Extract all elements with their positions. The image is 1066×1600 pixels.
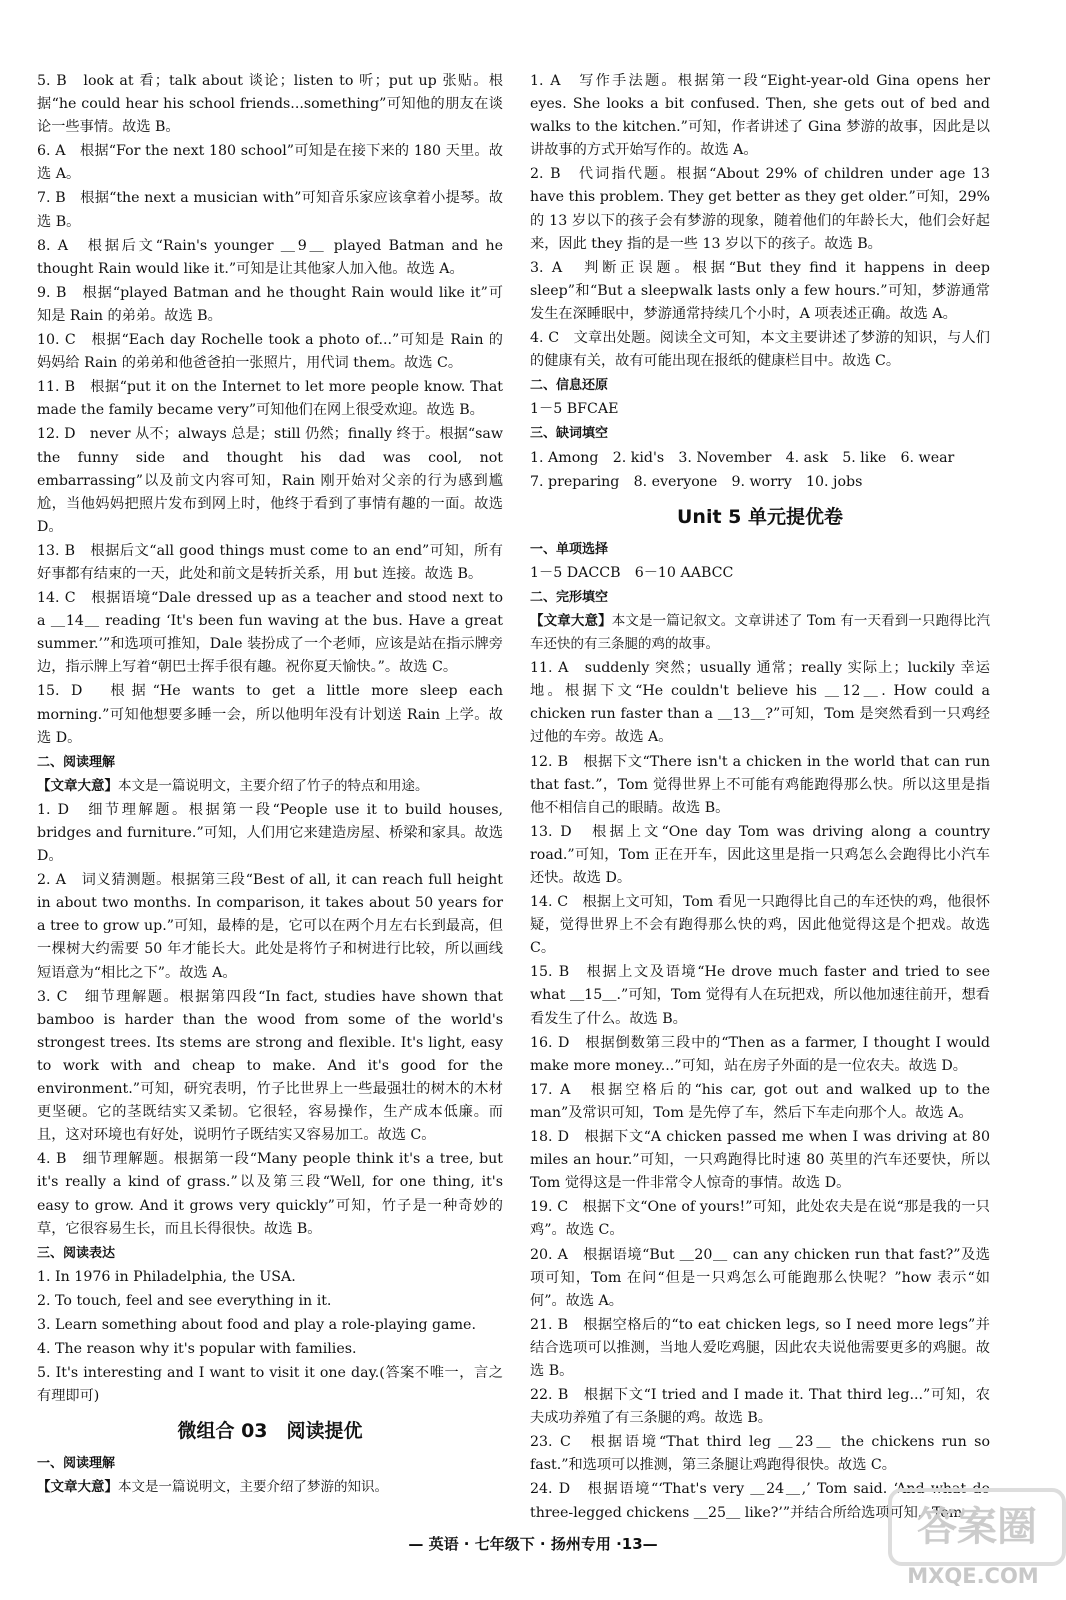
answer-paragraph: 2. A 词义猜测题。根据第三段“Best of all, it can reach full height in about two months. In comparison, it takes about 50 years for a tree to grow up.”可知，最棒的是，它可以在两个月左右长到最高，但一棵树大约需要 50 年才能长大。此处是将竹子和树进行比较，所以画线短语意为“相比之下”。故选 A。: [37, 872, 503, 981]
summary-label: 【文章大意】: [37, 1479, 118, 1496]
answer-paragraph: 4. B 细节理解题。根据第一段“Many people think it's a tree, but it's really a kind of grass.”以及第三段“Well, for one thing, it's easy to grow. And it grows very quickly”可知，竹子是一种奇妙的草，它很容易生长，而且长得很快。故选 B。: [37, 1151, 503, 1237]
section-heading: 一、单项选择: [530, 541, 609, 557]
answer-paragraph: 5. It's interesting and I want to visit it one day.(答案不唯一，言之有理即可): [37, 1365, 503, 1405]
answer-paragraph: 1. In 1976 in Philadelphia, the USA.: [37, 1268, 296, 1285]
answer-paragraph: 2. To touch, feel and see everything in it.: [37, 1292, 332, 1309]
article-summary: [37, 1476, 503, 1499]
section-heading: 二、信息还原: [530, 378, 609, 394]
summary-text: 本文是一篇说明文，主要介绍了梦游的知识。: [118, 1479, 388, 1496]
unit-title: Unit 5 单元提优卷: [677, 505, 843, 528]
answer-paragraph: 3. C 细节理解题。根据第四段“In fact, studies have shown that bamboo is harder than the wood from some of the world's strongest trees. Its stems are strong and flexible. It's light, easy to work with and cheap to make. And it's good for the environment.”可知，研究表明，竹子比世界上一些最强壮的树木的木材更坚硬。它的茎既结实又柔韧。它很轻，容易操作，生产成本低廉。而且，这对环境也有好处，说明竹子既结实又容易加工。故选 C。: [37, 988, 503, 1144]
article-summary: [530, 610, 990, 656]
right-column: [530, 70, 990, 1526]
answer-paragraph: 10. C 根据“Each day Rochelle took a photo of...”可知是 Rain 的妈妈给 Rain 的弟弟和他爸爸拍一张照片，用代词 them。故选 C。: [37, 332, 503, 372]
section-heading: 二、完形填空: [530, 589, 609, 605]
answer-paragraph: 23. C 根据语境“That third leg ＿23＿ the chickens run so fast.”和选项可以推测，第三条腿让鸡跑得很快。故选 C。: [530, 1434, 990, 1474]
answer-paragraph: 9. B 根据“played Batman and he thought Rain would like it”可知是 Rain 的弟弟。故选 B。: [37, 284, 503, 324]
answer-paragraph: 6. A 根据“For the next 180 school”可知是在接下来的 180 天里。故选 A。: [37, 143, 503, 183]
answer-paragraph: 13. D 根据上文“One day Tom was driving along a country road.”可知，Tom 正在开车，因此这里是指一只鸡怎么会跑得比小汽车还快。故选 D。: [530, 823, 990, 886]
answer-paragraph: 1－5 BFCAE: [530, 401, 619, 418]
answer-paragraph: 15. B 根据上文及语境“He drove much faster and tried to see what ＿15＿.”可知，Tom 觉得有人在玩把戏，所以他加速往前开，想看看发生了什么。故选 B。: [530, 964, 990, 1027]
section-heading: 二、阅读理解: [37, 754, 116, 770]
page-footer: — 英语 · 七年级下 · 扬州专用 ·13—: [408, 1535, 658, 1553]
answer-paragraph: 8. A 根据后文“Rain's younger ＿9＿ played Batman and he thought Rain would like it.”可知是让其他家人加入他。故选 A。: [37, 237, 503, 277]
answer-paragraph: 2. B 代词指代题。根据“About 29% of children under age 13 have this problem. They get better as they get older.”可知，29% 的 13 岁以下的孩子会有梦游的现象，随着他们的年龄长大，他们会好起来，因此 they 指的是一些 13 岁以下的孩子。故选 B。: [530, 166, 990, 252]
article-summary: [37, 775, 503, 798]
answer-paragraph: 18. D 根据下文“A chicken passed me when I was driving at 80 miles an hour.”可知，一只鸡跑得比时速 80 英里的汽车还要快，所以 Tom 觉得这是一件非常令人惊奇的事情。故选 D。: [530, 1129, 990, 1192]
section-heading: 三、阅读表达: [37, 1245, 116, 1261]
unit-title: 微组合 03 阅读提优: [177, 1420, 363, 1443]
answer-paragraph: 5. B look at 看；talk about 谈论；listen to 听；put up 张贴。根据“he could hear his school friends...something”可知他的朋友在谈论一些事情。故选 B。: [37, 73, 503, 136]
watermark-url: MXQE.COM: [907, 1564, 1039, 1588]
answer-paragraph: 22. B 根据下文“I tried and I made it. That third leg...”可知，农夫成功养殖了有三条腿的鸡。故选 B。: [530, 1387, 990, 1427]
answer-paragraph: 1. A 写作手法题。根据第一段“Eight-year-old Gina opens her eyes. She looks a bit confused. Then, she gets out of bed and walks to the kitchen.”可知，作者讲述了 Gina 梦游的故事，因此是以讲故事的方式开始写作的。故选 A。: [530, 73, 990, 159]
summary-text: 本文是一篇记叙文。文章讲述了 Tom 有一天看到一只跑得比汽车还快的有三条腿的鸡的故事。: [530, 612, 991, 653]
watermark-logo: 答案圈: [888, 1488, 1066, 1566]
section-heading: 三、缺词填空: [530, 426, 609, 442]
answer-paragraph: 13. B 根据后文“all good things must come to an end”可知，所有好事都有结束的一天，此处和前文是转折关系，用 but 连接。故选 B。: [37, 542, 503, 582]
answer-paragraph: 12. B 根据下文“There isn't a chicken in the world that can run that fast.”，Tom 觉得世界上不可能有鸡能跑得那么快。所以这里是指他不相信自己的眼睛。故选 B。: [530, 753, 990, 816]
answer-paragraph: 3. A 判断正误题。根据“But they find it happens in deep sleep”和“But a sleepwalk lasts only a few hours.”可知，梦游通常发生在深睡眠中，梦游通常持续几个小时，A 项表述正确。故选 A。: [530, 259, 990, 322]
summary-label: 【文章大意】: [530, 612, 612, 629]
answer-paragraph: 11. A suddenly 突然；usually 通常；really 实际上；luckily 幸运地。根据下文“He couldn't believe his ＿12＿. How could a chicken run faster than a ＿13＿?”可知，Tom 是突然看到一只鸡经过他的车旁。故选 A。: [530, 660, 990, 746]
answer-paragraph: 3. Learn something about food and play a role-playing game.: [37, 1316, 476, 1333]
answer-paragraph: 16. D 根据倒数第三段中的“Then as a farmer, I thought I would make more money...”可知，站在房子外面的是一位农夫。故选 D。: [530, 1034, 990, 1074]
answer-paragraph: 11. B 根据“put it on the Internet to let more people know. That made the family became very”可知他们在网上很受欢迎。故选 B。: [37, 379, 503, 419]
answer-paragraph: 19. C 根据下文“One of yours!”可知，此处农夫是在说“那是我的一只鸡”。故选 C。: [530, 1199, 990, 1239]
answer-paragraph: 4. The reason why it's popular with families.: [37, 1341, 357, 1358]
answer-paragraph: 24. D 根据语境“‘That's very ＿24＿,’ Tom said. ‘And what do three-legged chickens ＿25＿ like?’”并结合所给选项可知，Tom: [530, 1481, 990, 1521]
watermark: [888, 1488, 1058, 1592]
answer-paragraph: 4. C 文章出处题。阅读全文可知，本文主要讲述了梦游的知识，与人们的健康有关，故有可能出现在报纸的健康栏目中。故选 C。: [530, 330, 990, 370]
answer-paragraph: 1. Among 2. kid's 3. November 4. ask 5. like 6. wear: [530, 449, 955, 466]
answer-paragraph: 1－5 DACCB 6－10 AABCC: [530, 564, 734, 581]
answer-paragraph: 12. D never 从不；always 总是；still 仍然；finally 终于。根据“saw the funny side and thought his dad was cool, not embarrassing”以及前文内容可知，Rain 刚开始对父亲的行为感到尴尬，当他妈妈把照片发布到网上时，他终于看到了事情有趣的一面。故选 D。: [37, 426, 503, 535]
answer-paragraph: 21. B 根据空格后的“to eat chicken legs, so I need more legs”并结合选项可以推测，当地人爱吃鸡腿，因此农夫说他需要更多的鸡腿。故选 B。: [530, 1316, 990, 1379]
answer-paragraph: 20. A 根据语境“But ＿20＿ can any chicken run that fast?”及选项可知，Tom 在问“但是一只鸡怎么可能跑那么快呢？”how 表示“如何”。故选 A。: [530, 1246, 990, 1309]
left-column: [37, 70, 503, 1501]
answer-paragraph: 7. B 根据“the next a musician with”可知音乐家应该拿着小提琴。故选 B。: [37, 190, 503, 230]
section-heading: 一、阅读理解: [37, 1456, 116, 1472]
answer-paragraph: 7. preparing 8. everyone 9. worry 10. jobs: [530, 473, 863, 490]
answer-paragraph: 17. A 根据空格后的“his car, got out and walked up to the man”及常识可知，Tom 是先停了车，然后下车走向那个人。故选 A。: [530, 1081, 990, 1121]
answer-paragraph: 15. D 根据“He wants to get a little more sleep each morning.”可知他想要多睡一会，所以他明年没有计划送 Rain 上学。故选 D。: [37, 683, 503, 746]
answer-paragraph: 14. C 根据上文可知，Tom 看见一只跑得比自己的车还快的鸡，他很怀疑，觉得世界上不会有跑得那么快的鸡，因此他觉得这是个把戏。故选 C。: [530, 894, 990, 957]
answer-paragraph: 14. C 根据语境“Dale dressed up as a teacher and stood next to a ＿14＿ reading ‘It's been fun waving at the bus. Have a great summer.’”和选项可推知，Dale 装扮成了一个老师，应该是站在指示牌旁边，指示牌上写着“朝巴士挥手很有趣。祝你夏天愉快。”。故选 C。: [37, 590, 503, 676]
summary-label: 【文章大意】: [37, 777, 118, 794]
answer-paragraph: 1. D 细节理解题。根据第一段“People use it to build houses, bridges and furniture.”可知，人们用它来建造房屋、桥梁和家具。故选 D。: [37, 801, 503, 865]
summary-text: 本文是一篇说明文，主要介绍了竹子的特点和用途。: [118, 777, 429, 794]
